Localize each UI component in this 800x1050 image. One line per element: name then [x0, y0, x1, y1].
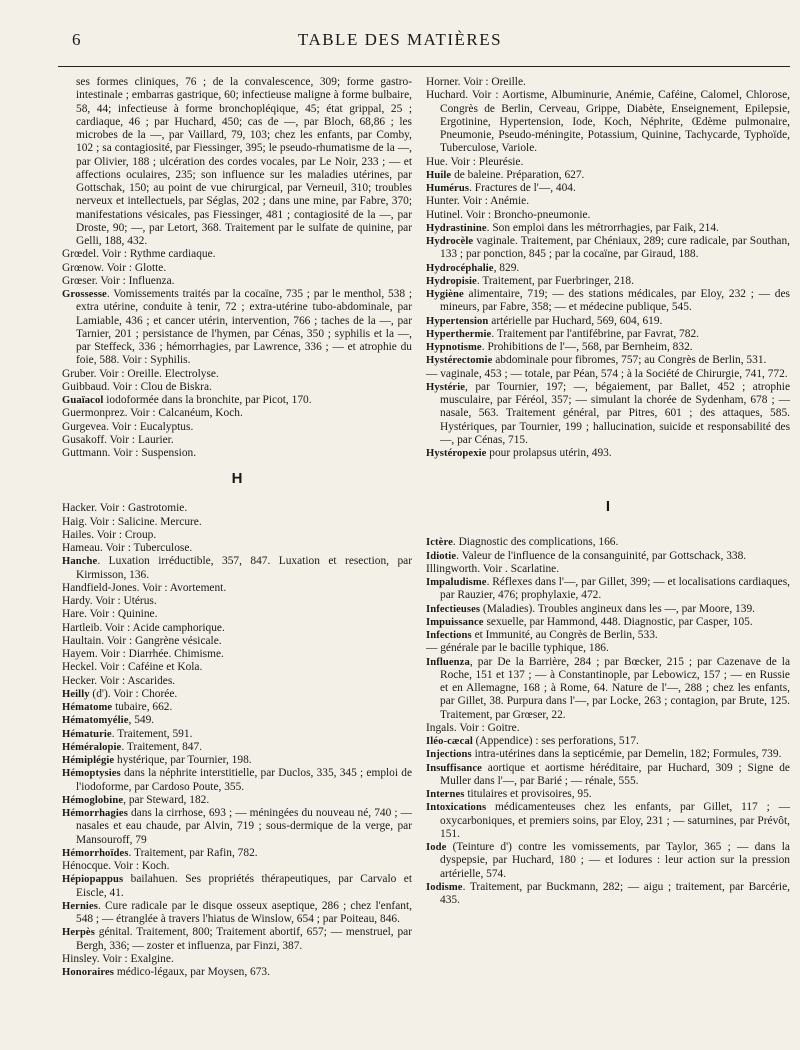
left-column: [62, 76, 412, 979]
headword: Heilly: [62, 688, 93, 700]
index-entry: Hydrocèle vaginale. Traitement, par Chéniaux, 289; cure radicale, par Southan, 133 ; par ponction, 845 ; par la cocaïne, par Giraud, 188.: [426, 235, 790, 261]
index-entry: Heckel. Voir : Caféine et Kola.: [62, 661, 203, 674]
index-entry: Guttmann. Voir : Suspension.: [62, 447, 197, 459]
headword: Grossesse: [62, 289, 107, 300]
index-entry: Grœnow. Voir : Glotte.: [62, 261, 167, 274]
index-entry: Hayem. Voir : Diarrhée. Chimisme.: [62, 648, 224, 660]
headword: Hémiplégie: [62, 755, 115, 766]
index-entry: Hacker. Voir : Gastrotomie.: [62, 502, 188, 515]
index-entry: Hypertension artérielle par Huchard, 569, 604, 619.: [426, 314, 663, 327]
index-entry: Intoxications médicamenteuses chez les enfants, par Gillet, 117 ; — oxycarboniques, et premiers soins, par Eloy, 231 ; — saturnines, par Prévôt, 151.: [426, 801, 790, 840]
headword: Hystéropexie: [426, 448, 487, 459]
index-entry: Huchard. Voir : Aortisme, Albuminurie, Anémie, Caféine, Calomel, Chlorose, Congrès de Berlin, Cerveau, Grippe, Diabète, Enseignement, Epilepsie, Ergotinine, Hypertension, Iode, Koch, Néphrite, Œdème pulmonaire, Pneumonie, Pseudo-méningite, Potassium, Quinine, Tachycarde, Typhoïde, Tuberculose, Variole.: [426, 89, 790, 155]
index-entry: Hanche. Luxation irréductible, 357, 847. Luxation et resection, par Kirmisson, 136.: [62, 555, 412, 581]
index-entry: Hydrastinine. Son emploi dans les métrorrhagies, par Faik, 214.: [426, 221, 719, 234]
index-entry: Ictère. Diagnostic des complications, 166.: [426, 536, 619, 549]
index-entry: Hardy. Voir : Utérus.: [62, 595, 157, 607]
headword: Iléo-cæcal: [426, 736, 476, 747]
index-entry: Handfield-Jones. Voir : Avortement.: [62, 581, 227, 594]
index-entry: — générale par le bacille typhique, 186.: [426, 642, 609, 655]
index-entry: Hailes. Voir : Croup.: [62, 528, 157, 541]
headword: Héméralopie: [62, 741, 122, 753]
index-entry: Hydropisie. Traitement, par Fuerbringer, 218.: [426, 274, 634, 287]
index-entry: Hémorrhoïdes. Traitement, par Rafin, 782.: [62, 846, 258, 859]
index-entry: Grossesse. Vomissements traités par la cocaïne, 735 ; par le menthol, 538 ; extra utérine, conduite à tenir, 72 ; extra-utérine tubo-abdominale, par Lamiable, 436 ; et cancer utérin, intervention, 766 ; taches de la —, par Tarnier, 201 ; persistance de l'hymen, par Cénas, 350 ; syphilis et la —, par Steffeck, 336 ; hémorrhagies, par Lawrence, 336 ; — et atrophie du foie, 588. Voir : Syphilis.: [62, 288, 412, 367]
index-entry: Impuissance sexuelle, par Hammond, 448. Diagnostic, par Casper, 105.: [426, 615, 753, 628]
index-entry: Iléo-cæcal (Appendice) : ses perforations, 517.: [426, 735, 639, 747]
running-title: TABLE DES MATIÈRES: [297, 30, 503, 49]
index-entry: ses formes cliniques, 76 ; de la convalescence, 309; forme gastro-intestinale ; embarras gastrique, 60; infectieuse maligne à forme bulbaire, 58, 44; infectieuse à forme bronchopléqique, 45; état grippal, 25 ; cardiaque, 46 ; par Huchard, 450; cas de —, par Bloch, 68,86 ; les microbes de la —, par Vaillard, 79, 103; chez les enfants, par Comby, 102 ; sa contagiosité, par Fiessinger, 395; le pseudo-rhumatisme de la —, par Olivier, 188 ; ulcération des cordes vocales, par Le Noir, 233 ; — et affections oculaires, 235; son influence sur les maladies utérines, par Gottschak, 150; au point de vue chirurgical, par Verneuil, 310; troubles nerveux et intellectuels, par Séglas, 202 ; dans une mine, par Fabre, 370; manifestations vésicales, pas Fiessinger, 481 ; contagiosité de la —, par Droste, 90; —, par Letort, 368. Traitement par le sulfate de quinine, par Gelli, 188, 432.: [76, 76, 412, 247]
headword: Hyperthermie: [426, 328, 492, 340]
index-entry: Illingworth. Voir . Scarlatine.: [426, 562, 560, 575]
headword: Hémoptysies: [62, 768, 121, 780]
index-entry: Hydrocéphalie, 829.: [426, 261, 520, 274]
headword: Hypertension: [426, 315, 489, 327]
index-entry: Guermonprez. Voir : Calcanéum, Koch.: [62, 407, 243, 420]
right-column: [426, 76, 790, 907]
headword: Honoraires: [62, 967, 115, 978]
index-entry: Honoraires médico-légaux, par Moysen, 673.: [62, 966, 270, 978]
index-entry: Influenza, par De la Barrière, 284 ; par Bœcker, 215 ; par Cazenave de la Roche, 151 et 137 ; — à Constantinople, par Lebowicz, 157 ; — en Russie et en Allemagne, 168 ; à Rome, 64. Nature de l'—, 288 ; chez les enfants, par Gillet, 38. Purpura dans l'—, par Locke, 263 ; contagion, par Brute, 125. Traitement, par Grœser, 22.: [426, 655, 790, 721]
index-entry: Hématurie. Traitement, 591.: [62, 727, 193, 740]
headword: Hypnotisme: [426, 342, 482, 353]
headword: Hydrocéphalie: [426, 262, 494, 274]
headword: Hernies: [62, 900, 99, 912]
index-entry: Iodisme. Traitement, par Buckmann, 282; — aigu ; traitement, par Barcérie, 435.: [426, 880, 790, 906]
index-entry: Hunter. Voir : Anémie.: [426, 195, 530, 208]
headword: Humérus: [426, 183, 470, 194]
headword: Ictère: [426, 537, 453, 549]
index-entry: Grœdel. Voir : Rythme cardiaque.: [62, 248, 216, 261]
index-entry: Heilly (d'). Voir : Chorée.: [62, 687, 178, 700]
headword: Infections: [426, 630, 472, 641]
index-entry: Hémiplégie hystérique, par Tournier, 198.: [62, 754, 252, 766]
headword: Huile: [426, 169, 452, 181]
headword: Hématurie: [62, 728, 112, 740]
headword: Infectieuses: [426, 603, 483, 615]
index-entry: Guaïacol iodoformée dans la bronchite, par Picot, 170.: [62, 394, 312, 406]
index-entry: Hénocque. Voir : Koch.: [62, 860, 170, 872]
index-entry: Hameau. Voir : Tuberculose.: [62, 542, 193, 554]
section-letter-i: I: [605, 498, 611, 516]
headword: Insuffisance: [426, 762, 482, 774]
section-spacer: [426, 460, 790, 536]
headword: Influenza: [426, 656, 470, 668]
index-entry: Hinsley. Voir : Exalgine.: [62, 952, 174, 965]
index-entry: Hémoptysies dans la néphrite interstitielle, par Duclos, 335, 345 ; emploi de l'iodoforme, par Cardoso Poute, 355.: [62, 767, 412, 793]
headword: Iode: [426, 842, 453, 853]
headword: Hématomyélie: [62, 715, 129, 727]
index-entry: Infectieuses (Maladies). Troubles angineux dans les —, par Moore, 139.: [426, 602, 755, 615]
index-entry: Impaludisme. Réflexes dans l'—, par Gillet, 399; — et localisations cardiaques, par Rauzier, 476; prophylaxie, 472.: [426, 576, 790, 602]
index-entry: Hue. Voir : Pleurésie.: [426, 155, 524, 168]
index-entry: Huile de baleine. Préparation, 627.: [426, 168, 585, 181]
index-entry: Hecker. Voir : Ascarides.: [62, 674, 176, 687]
index-entry: Hernies. Cure radicale par le disque osseux aseptique, 286 ; chez l'enfant, 548 ; — étranglée à travers l'hiatus de Winslow, 654 ; par Poiteau, 846.: [62, 899, 412, 925]
headword: Internes: [426, 789, 465, 800]
headword: Hystérie: [426, 381, 466, 393]
index-entry: Gusakoff. Voir : Laurier.: [62, 433, 174, 446]
headword: Hémorrhoïdes: [62, 847, 129, 859]
index-entry: Iode (Teinture d') contre les vomissements, par Taylor, 365 ; — dans la dyspepsie, par Huchard, 180 ; — et Iodures : leur action sur la pression artérielle, 574.: [426, 841, 790, 880]
headword: Hydropisie: [426, 275, 477, 287]
index-entry: Herpès génital. Traitement, 800; Traitement abortif, 657; — menstruel, par Bergh, 336; — zoster et influenza, par Finzi, 387.: [62, 926, 412, 952]
headword: Hystérectomie: [426, 355, 493, 367]
index-entry: Hutinel. Voir : Broncho-pneumonie.: [426, 208, 591, 221]
index-entry: Ingals. Voir : Goitre.: [426, 721, 520, 734]
index-entry: Gurgevea. Voir : Eucalyptus.: [62, 420, 194, 433]
index-entry: Hare. Voir : Quinine.: [62, 608, 158, 621]
headword: Impuissance: [426, 616, 484, 628]
index-entry: Hépiopappus bailahuen. Ses propriétés thérapeutiques, par Carvalo et Eiscle, 41.: [62, 873, 412, 899]
headword: Hématome: [62, 702, 113, 713]
page-header: [0, 26, 800, 56]
index-entry: Infections et Immunité, au Congrès de Berlin, 533.: [426, 629, 658, 641]
index-entry: Hygiène alimentaire, 719; — des stations médicales, par Eloy, 232 ; — des mineurs, par Fabre, 358; — et médecine publique, 545.: [426, 288, 790, 314]
index-entry: Gruber. Voir : Oreille. Electrolyse.: [62, 367, 219, 380]
index-entry: Guibbaud. Voir : Clou de Biskra.: [62, 380, 212, 393]
headword: Idiotie: [426, 550, 457, 562]
index-entry: Hystérectomie abdominale pour fibromes, 757; au Congrès de Berlin, 531.: [426, 354, 767, 367]
index-entry: Hystérie, par Tournier, 197; —, bégaiement, par Ballet, 452 ; atrophie musculaire, par Féréol, 357; — simulant la chorée de Sydenham, 678 ; — nasale, 563. Traitement général, par Pitres, 601 ; des attaques, 585. Hystériques, par Tournier, 199 ; hallucination, suicide et responsabilité des —, par Cénas, 715.: [426, 380, 790, 446]
headword: Injections: [426, 749, 472, 761]
headword: Iodisme: [426, 881, 463, 893]
headword: Intoxications: [426, 802, 487, 814]
page-number: 6: [72, 30, 81, 49]
index-entry: Insuffisance aortique et aortisme héréditaire, par Huchard, 309 ; Signe de Muller dans l'—, par Barié ; — rénale, 555.: [426, 761, 790, 787]
index-entry: Injections intra-utérines dans la septicémie, par Demelin, 182; Formules, 739.: [426, 748, 782, 761]
index-entry: Hémoglobine, par Steward, 182.: [62, 793, 210, 806]
index-entry: Idiotie. Valeur de l'influence de la consanguinité, par Gottschack, 338.: [426, 549, 747, 562]
index-entry: Grœser. Voir : Influenza.: [62, 274, 175, 287]
index-entry: — vaginale, 453 ; — totale, par Péan, 574 ; à la Société de Chirurgie, 741, 772.: [426, 367, 788, 380]
index-entry: Horner. Voir : Oreille.: [426, 76, 526, 88]
headword: Impaludisme: [426, 577, 487, 588]
index-entry: Internes titulaires et provisoires, 95.: [426, 788, 592, 800]
headword: Guaïacol: [62, 395, 104, 406]
headword: Hémoglobine: [62, 794, 124, 806]
headword: Hépiopappus: [62, 874, 124, 886]
index-entry: Hystéropexie pour prolapsus utérin, 493.: [426, 447, 612, 459]
index-entry: Humérus. Fractures de l'—, 404.: [426, 182, 576, 194]
index-entry: Hartleib. Voir : Acide camphorique.: [62, 621, 225, 634]
section-letter-h: H: [231, 470, 243, 488]
headword: Hydrocèle: [426, 236, 474, 247]
header-rule: [58, 66, 790, 67]
section-spacer: [62, 460, 412, 496]
index-entry: Hémorrhagies dans la cirrhose, 693 ; — méningées du nouveau né, 740 ; — nasales et eau chaude, par Alvin, 719 ; sous-dermique de la verge, par Mansouroff, 79: [62, 807, 412, 846]
headword: Herpès: [62, 927, 95, 939]
index-entry: Hématomyélie, 549.: [62, 714, 155, 727]
index-entry: Haultain. Voir : Gangrène vésicale.: [62, 634, 222, 647]
index-entry: Hématome tubaire, 662.: [62, 701, 173, 713]
headword: Hémorrhagies: [62, 808, 128, 819]
index-entry: Haig. Voir : Salicine. Mercure.: [62, 515, 202, 528]
headword: Hygiène: [426, 289, 464, 300]
headword: Hydrastinine: [426, 222, 487, 234]
headword: Hanche: [62, 556, 98, 568]
index-entry: Hypnotisme. Prohibitions de l'—, 568, par Bernheim, 832.: [426, 341, 693, 353]
index-entry: Hyperthermie. Traitement par l'antifébrine, par Favrat, 782.: [426, 327, 699, 340]
index-entry: Héméralopie. Traitement, 847.: [62, 740, 203, 753]
